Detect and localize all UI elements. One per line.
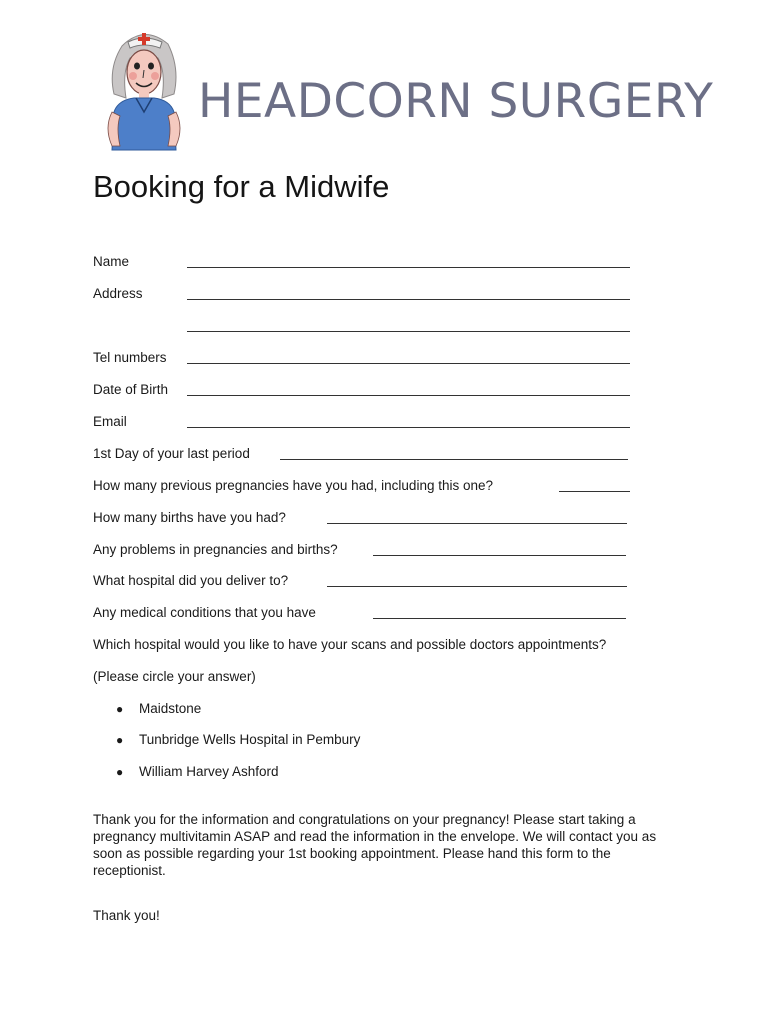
bullet-icon: ● [116,733,124,747]
delivery-hospital-field[interactable] [327,586,627,587]
hospital-option-label: Tunbridge Wells Hospital in Pembury [139,732,361,747]
hospital-option-maidstone[interactable] [116,701,201,717]
last-period-field[interactable] [280,459,628,460]
delivery-hospital-label: What hospital did you deliver to? [93,573,289,588]
name-label: Name [93,254,130,269]
date-of-birth-field[interactable] [187,395,630,396]
previous-pregnancies-label: How many previous pregnancies have you had, including this one? [93,478,493,493]
previous-pregnancies-field[interactable] [559,491,630,492]
surgery-name-logo: HEADCORN SURGERY [198,74,714,129]
last-period-label: 1st Day of your last period [93,446,250,461]
address-field-line-2[interactable] [187,331,630,332]
tel-numbers-label: Tel numbers [93,350,167,365]
tel-numbers-field[interactable] [187,363,630,364]
address-label: Address [93,286,143,301]
hospital-option-label: William Harvey Ashford [139,764,279,779]
page-title: Booking for a Midwife [93,169,390,204]
medical-conditions-label: Any medical conditions that you have [93,605,316,620]
problems-field[interactable] [373,555,626,556]
hospital-option-tunbridge-wells[interactable] [116,732,360,748]
hospital-preference-question: Which hospital would you like to have your scans and possible doctors appointments? [93,637,607,652]
births-field[interactable] [327,523,627,524]
email-field[interactable] [187,427,630,428]
address-field-line-1[interactable] [187,299,630,300]
nurse-drawing-icon [104,28,184,154]
hospital-option-label: Maidstone [139,701,202,716]
problems-label: Any problems in pregnancies and births? [93,542,338,557]
births-label: How many births have you had? [93,510,286,525]
hospital-option-william-harvey[interactable] [116,764,279,780]
email-label: Email [93,414,127,429]
name-field[interactable] [187,267,630,268]
thank-you-text: Thank you! [93,908,160,923]
closing-message: Thank you for the information and congratulations on your pregnancy! Please start taking a pregnancy multivitamin ASAP and read the information in the envelope. We will contact you as soon as possible regarding your 1st booking appointment. Please hand this form to the receptionist. [93,812,657,878]
medical-conditions-field[interactable] [373,618,626,619]
date-of-birth-label: Date of Birth [93,382,169,397]
circle-instruction: (Please circle your answer) [93,669,256,684]
bullet-icon: ● [116,702,124,716]
bullet-icon: ● [116,765,124,779]
